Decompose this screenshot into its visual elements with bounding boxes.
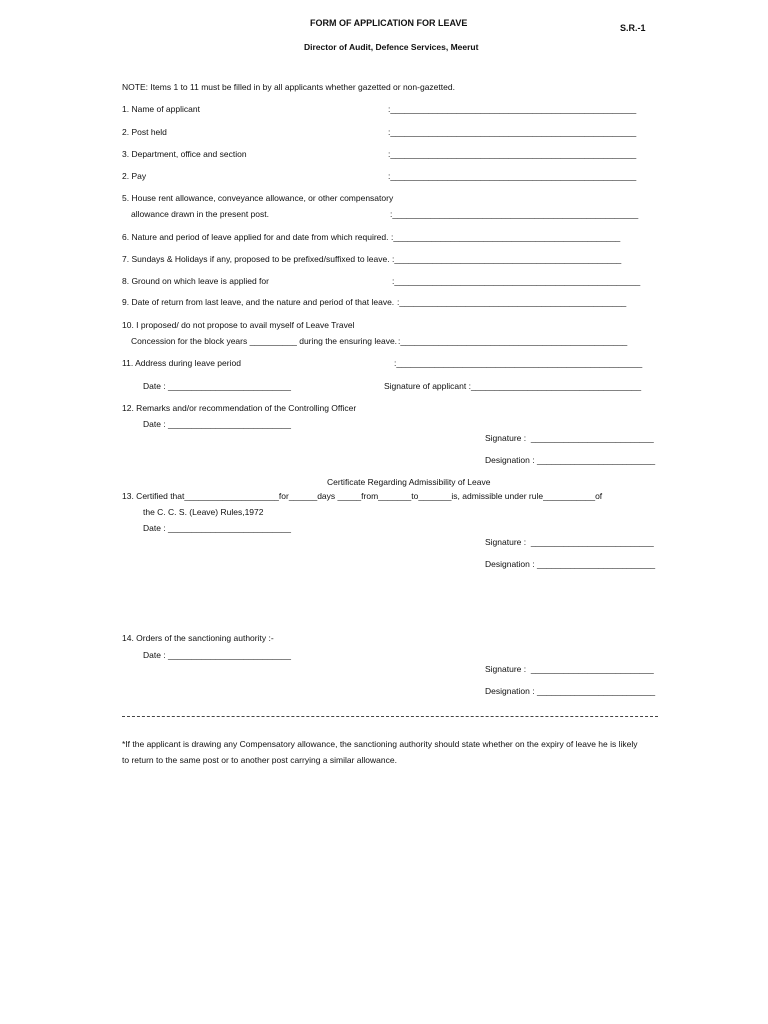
applicant-date-field[interactable]: Date : __________________________ — [143, 381, 291, 391]
section-14-date-field[interactable]: Date : __________________________ — [143, 650, 291, 660]
certificate-heading: Certificate Regarding Admissibility of Leave — [327, 477, 491, 487]
item-8-field[interactable]: :____________________________________________________ — [392, 276, 641, 286]
item-7-label: 7. Sundays & Holidays if any, proposed to be prefixed/suffixed to leave. — [122, 254, 390, 264]
section-12-signature-field[interactable]: Signature : __________________________ — [485, 433, 654, 443]
item-5-label: 5. House rent allowance, conveyance allowance, or other compensatory — [122, 193, 394, 203]
footnote-line-1: *If the applicant is drawing any Compensatory allowance, the sanctioning authority should state whether on the expiry of leave he is likely — [122, 739, 638, 749]
item-3-field[interactable]: :____________________________________________________ — [388, 149, 637, 159]
item-3-label: 3. Department, office and section — [122, 149, 247, 159]
section-13-date-field[interactable]: Date : __________________________ — [143, 523, 291, 533]
item-10-label: 10. I proposed/ do not propose to avail myself of Leave Travel — [122, 320, 355, 330]
section-14-designation-field[interactable]: Designation : _________________________ — [485, 686, 656, 696]
form-title: FORM OF APPLICATION FOR LEAVE — [310, 18, 468, 28]
section-12-heading: 12. Remarks and/or recommendation of the Controlling Officer — [122, 403, 357, 413]
item-11-field[interactable]: :____________________________________________________ — [394, 358, 643, 368]
item-2-label: 2. Post held — [122, 127, 167, 137]
item-6-label: 6. Nature and period of leave applied for and date from which required. — [122, 232, 389, 242]
dashed-divider — [122, 716, 658, 717]
item-2-field[interactable]: :____________________________________________________ — [388, 127, 637, 137]
section-13-designation-field[interactable]: Designation : _________________________ — [485, 559, 656, 569]
section-14-signature-field[interactable]: Signature : __________________________ — [485, 664, 654, 674]
item-7-field[interactable]: :________________________________________________ — [392, 254, 622, 264]
item-1-label: 1. Name of applicant — [122, 104, 200, 114]
certificate-line-1[interactable]: 13. Certified that____________________for______days _____from_______to_______is, admissible under rule___________of — [122, 491, 603, 501]
form-code: S.R.-1 — [620, 23, 646, 33]
item-8-label: 8. Ground on which leave is applied for — [122, 276, 269, 286]
item-10-field[interactable]: :________________________________________________ — [398, 336, 628, 346]
item-9-field[interactable]: :________________________________________________ — [397, 297, 627, 307]
item-11-label: 11. Address during leave period — [122, 358, 241, 368]
footnote-line-2: to return to the same post or to another post carrying a similar allowance. — [122, 755, 397, 765]
item-4-field[interactable]: :____________________________________________________ — [388, 171, 637, 181]
item-1-field[interactable]: :____________________________________________________ — [388, 104, 637, 114]
certificate-line-2: the C. C. S. (Leave) Rules,1972 — [143, 507, 264, 517]
note-text: NOTE: Items 1 to 11 must be filled in by all applicants whether gazetted or non-gazetted. — [122, 82, 455, 92]
item-6-field[interactable]: :________________________________________________ — [391, 232, 621, 242]
item-5-label-cont: allowance drawn in the present post. — [131, 209, 269, 219]
item-4-label: 2. Pay — [122, 171, 147, 181]
section-12-date-field[interactable]: Date : __________________________ — [143, 419, 291, 429]
office-name: Director of Audit, Defence Services, Meerut — [304, 42, 479, 52]
item-9-label: 9. Date of return from last leave, and the nature and period of that leave. — [122, 297, 395, 307]
section-14-heading: 14. Orders of the sanctioning authority :- — [122, 633, 274, 643]
section-13-signature-field[interactable]: Signature : __________________________ — [485, 537, 654, 547]
item-10-label-cont: Concession for the block years __________ during the ensuring leave. — [131, 336, 398, 346]
section-12-designation-field[interactable]: Designation : _________________________ — [485, 455, 656, 465]
applicant-signature-field[interactable]: Signature of applicant :____________________________________ — [384, 381, 642, 391]
item-5-field[interactable]: :____________________________________________________ — [390, 209, 639, 219]
